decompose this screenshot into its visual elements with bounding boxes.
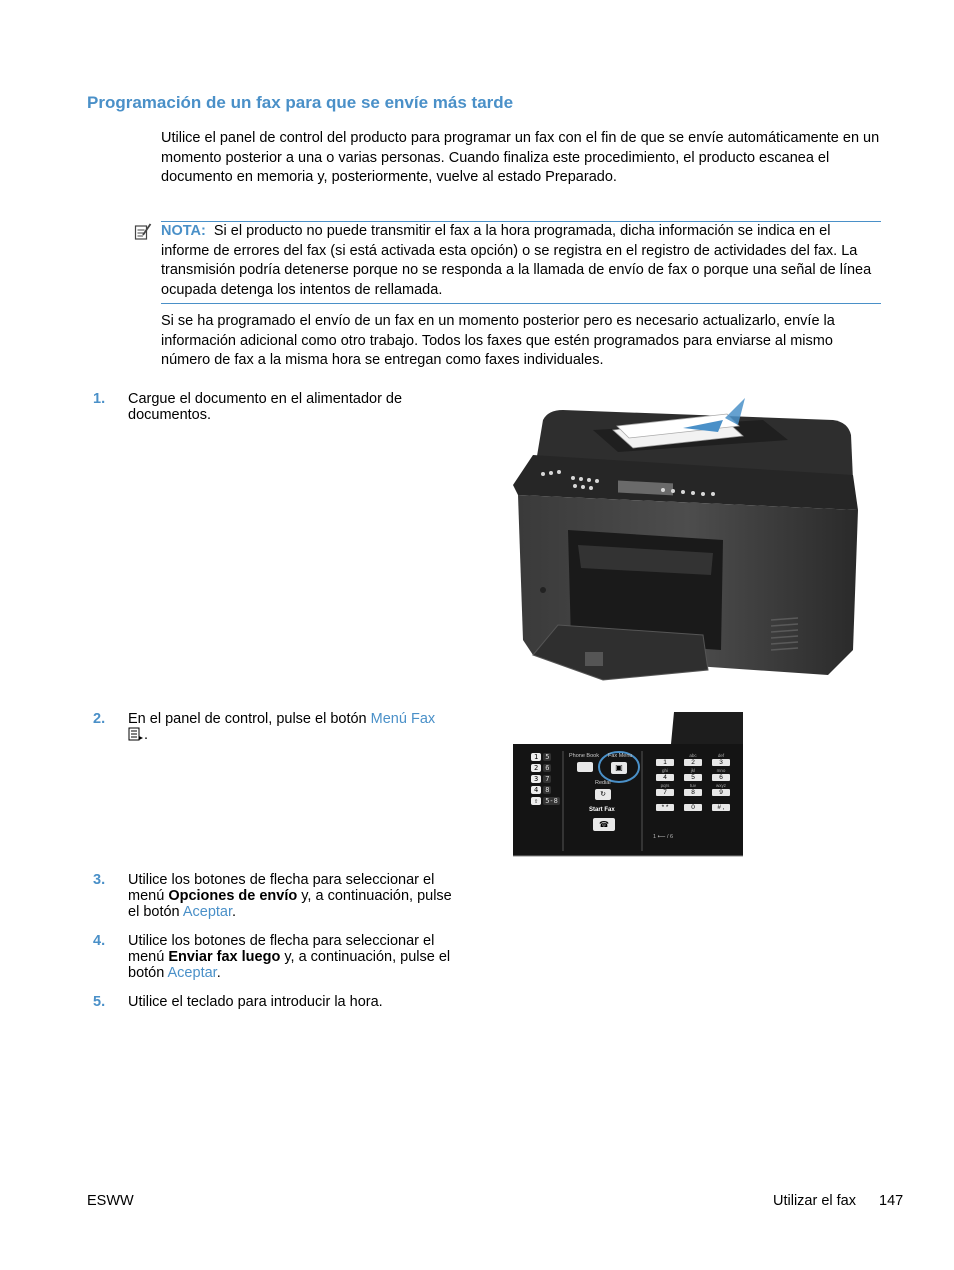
keypad-key-4[interactable]: ghi 4	[651, 768, 679, 781]
step-number: 2.	[93, 711, 106, 727]
footer-left: ESWW	[87, 1193, 134, 1209]
note-box	[161, 221, 881, 304]
speed-dial-row	[531, 753, 560, 761]
keypad-key-5[interactable]: jkl 5	[679, 768, 707, 781]
printer-illustration	[513, 390, 858, 695]
speed-dial-key[interactable]: 1	[531, 753, 541, 761]
aceptar-link[interactable]: Aceptar	[182, 904, 232, 920]
keypad-key-star[interactable]: * *	[651, 798, 679, 811]
step-1	[0, 391, 470, 431]
menu-name: Opciones de envío	[168, 888, 298, 904]
note-icon	[134, 222, 152, 242]
keypad	[651, 753, 735, 811]
section-heading: Programación de un fax para que se envíe más tarde	[87, 93, 514, 112]
fax-menu-icon	[128, 727, 144, 741]
speed-dial-row	[531, 786, 560, 794]
keypad-key-6[interactable]: mno 6	[707, 768, 735, 781]
step-3	[0, 872, 470, 922]
keypad-key-7[interactable]: pqrs 7	[651, 783, 679, 796]
pause-label: 1 ⟵ / 6	[653, 834, 674, 840]
page-number: 147	[879, 1193, 904, 1209]
keypad-key-0[interactable]: 0	[679, 798, 707, 811]
start-fax-label: Start Fax	[589, 807, 615, 813]
speed-dial-alt: 5-8	[545, 797, 558, 805]
keypad-key-hash[interactable]: # ,	[707, 798, 735, 811]
speed-dial-row	[531, 775, 560, 783]
speed-dial-alt: 6	[545, 764, 550, 772]
note-text: Si el producto no puede transmitir el fax a la hora programada, dicha información se indica en el informe de errores del fax (si está activada esta opción) o se registra en el registro de actividades del fax. La transmisión podría detenerse porque no se responda a la llamada de envío de fax o porque una señal de línea ocupada detenga los intentos de rellamada.	[161, 223, 872, 298]
shift-key[interactable]: ⇧	[531, 797, 541, 805]
step-text: Utilice los botones de flecha para seleccionar el menú Enviar fax luego y, a continuación, pulse el botón Aceptar.	[128, 933, 451, 981]
keypad-key-2[interactable]: abc 2	[679, 753, 707, 766]
speed-dial-alt: 5	[545, 753, 550, 761]
keypad-key-3[interactable]: def 3	[707, 753, 735, 766]
control-panel-illustration	[511, 711, 745, 858]
keypad-key-8[interactable]: tuv 8	[679, 783, 707, 796]
speed-dial-alt: 8	[545, 786, 550, 794]
fax-menu-label: Fax Menu	[608, 753, 633, 759]
step-number: 4.	[93, 933, 106, 949]
step-number: 3.	[93, 872, 106, 888]
step-5	[0, 994, 470, 1014]
redial-label: Redial	[595, 780, 611, 786]
update-paragraph: Si se ha programado el envío de un fax en un momento posterior pero es necesario actualizarlo, envíe la información adicional como otro trabajo. Todos los faxes que estén programados para enviarse al mismo número de fax a la misma hora se entregan como faxes individuales.	[161, 313, 835, 368]
start-fax-button[interactable]: ☎	[593, 818, 615, 831]
keypad-key-1[interactable]: 1	[651, 753, 679, 766]
step-text: Cargue el documento en el alimentador de documentos.	[128, 391, 403, 423]
speed-dial-column	[531, 753, 560, 805]
speed-dial-key[interactable]: 2	[531, 764, 541, 772]
step-text: Utilice los botones de flecha para seleccionar el menú Opciones de envío y, a continuación, pulse el botón Aceptar.	[128, 872, 452, 920]
step-number: 5.	[93, 994, 106, 1010]
fax-menu-button[interactable]: ▣	[611, 762, 627, 774]
phone-book-button[interactable]	[577, 762, 593, 772]
step-2	[0, 711, 470, 751]
aceptar-link[interactable]: Aceptar	[167, 965, 217, 981]
speed-dial-row	[531, 764, 560, 772]
redial-button[interactable]: ↻	[595, 789, 611, 800]
speed-dial-alt: 7	[545, 775, 550, 783]
fax-menu-link[interactable]: Menú Fax	[370, 711, 436, 727]
speed-dial-key[interactable]: 4	[531, 786, 541, 794]
footer-section: Utilizar el fax	[773, 1193, 856, 1209]
step-text: Utilice el teclado para introducir la hora.	[128, 994, 383, 1010]
speed-dial-key[interactable]: 3	[531, 775, 541, 783]
phone-book-label: Phone Book	[569, 753, 599, 759]
step-4	[0, 933, 470, 983]
keypad-key-9[interactable]: wxyz 9	[707, 783, 735, 796]
step-number: 1.	[93, 391, 106, 407]
speed-dial-row	[531, 797, 560, 805]
intro-paragraph: Utilice el panel de control del producto para programar un fax con el fin de que se envíe automáticamente en un momento posterior a una o varias personas. Cuando finaliza este procedimiento, el producto escanea el documento en memoria y, posteriormente, vuelve al estado Preparado.	[161, 130, 880, 185]
menu-name: Enviar fax luego	[168, 949, 281, 965]
note-label: NOTA:	[161, 223, 206, 239]
step-text: En el panel de control, pulse el botón Menú Fax .	[128, 711, 436, 743]
